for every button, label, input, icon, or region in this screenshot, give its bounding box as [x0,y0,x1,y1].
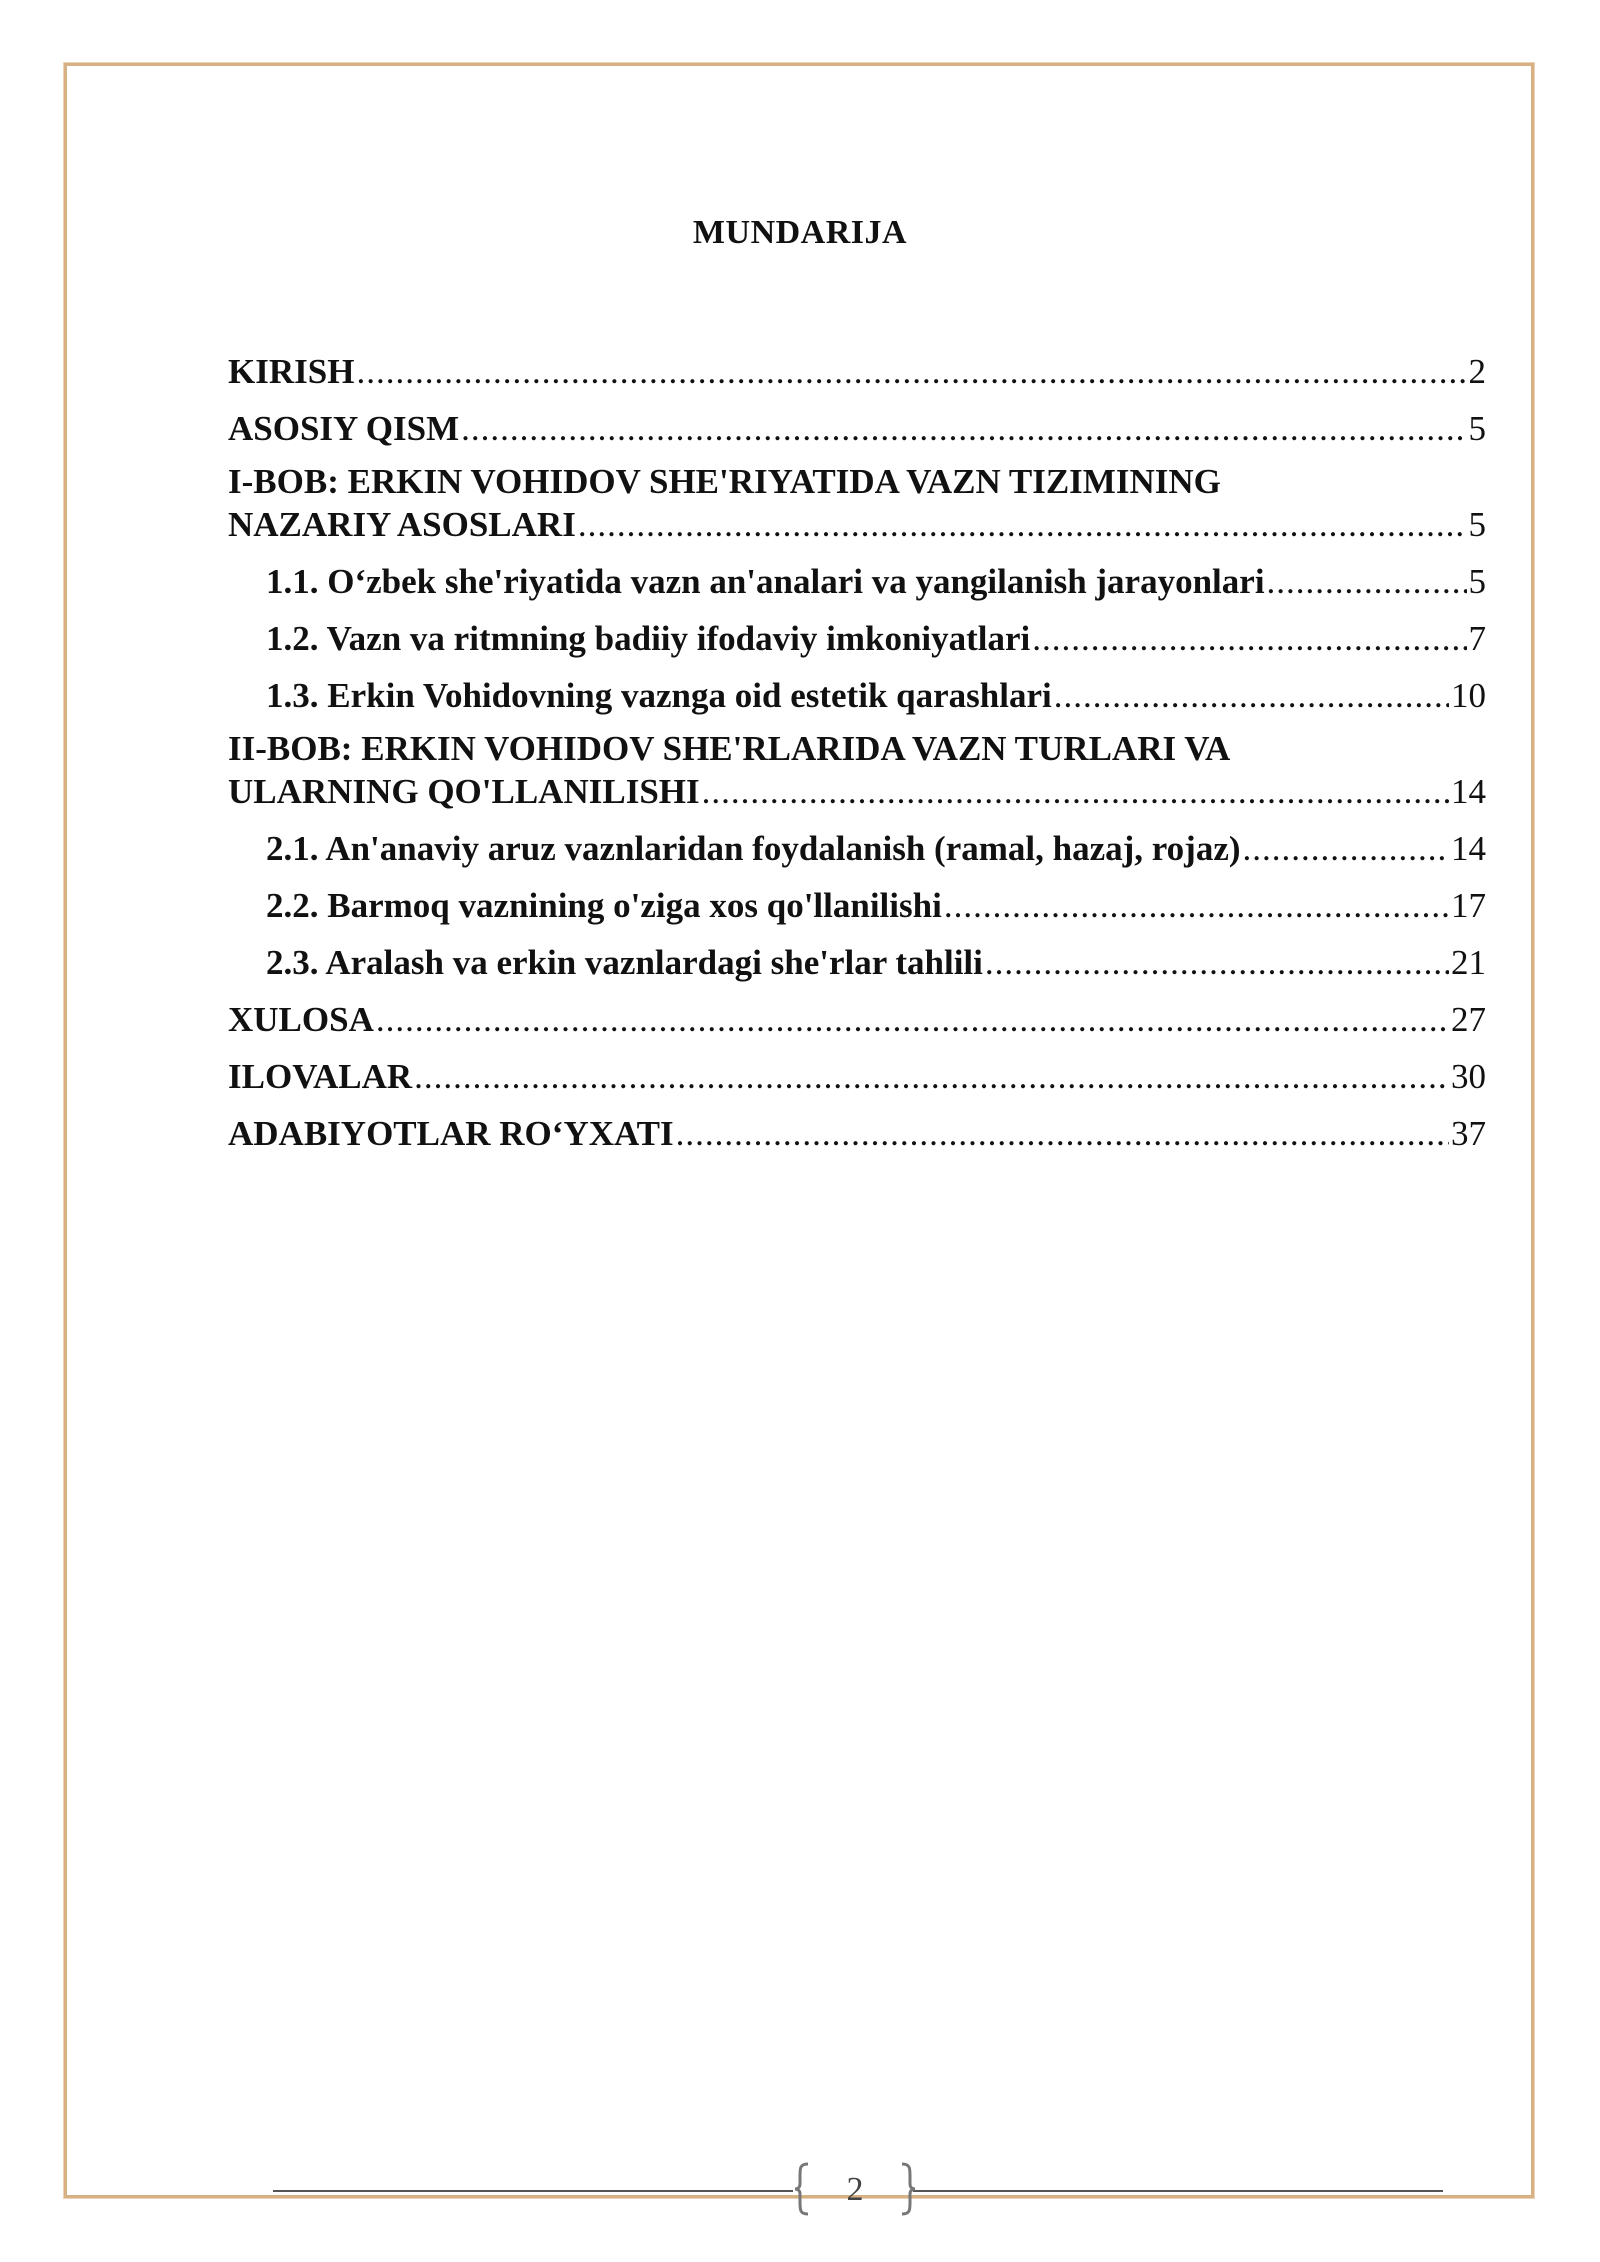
toc-entry-page: 5 [1468,562,1486,601]
toc-entry-section-1-2[interactable] [228,610,1486,667]
toc-entry-section-2-3[interactable] [228,934,1486,991]
dot-leader [1243,820,1449,877]
toc-entry-title-line1: II-BOB: ERKIN VOHIDOV SHE'RLARIDA VAZN TURLARI VA [228,729,1231,768]
toc-entry-page: 37 [1451,1114,1486,1153]
page-number: 2 [846,2171,864,2208]
toc-entry-title: ADABIYOTLAR RO‘YXATI [228,1114,674,1153]
toc-entry-asosiy-qism[interactable] [228,400,1486,457]
dot-leader [376,991,1449,1048]
toc-entry-page: 27 [1451,1000,1486,1039]
toc-entry-title: KIRISH [228,352,355,391]
dot-leader [1032,610,1466,667]
right-brace-icon [898,2162,916,2216]
toc-entry-page: 5 [1468,409,1486,448]
table-of-contents [228,343,1486,1162]
toc-entry-title-line2: NAZARIY ASOSLARI [228,505,576,544]
dot-leader [676,1105,1449,1162]
toc-entry-title: 1.1. O‘zbek she'riyatida vazn an'analari va yangilanish jarayonlari [266,562,1265,601]
toc-entry-page: 14 [1451,772,1486,811]
toc-entry-section-1-3[interactable] [228,667,1486,724]
page-number-container [790,2162,920,2218]
toc-entry-title: XULOSA [228,1000,374,1039]
dot-leader [578,496,1467,553]
toc-entry-title-line2: ULARNING QO'LLANILISHI [228,772,700,811]
footer-divider-right [913,2190,1443,2192]
toc-entry-adabiyotlar[interactable] [228,1105,1486,1162]
dot-leader [414,1048,1449,1105]
toc-entry-title-line1: I-BOB: ERKIN VOHIDOV SHE'RIYATIDA VAZN TIZIMINING [228,462,1221,501]
toc-entry-section-2-1[interactable] [228,820,1486,877]
footer-divider-left [273,2190,793,2192]
toc-entry-section-2-2[interactable] [228,877,1486,934]
toc-entry-page: 17 [1451,886,1486,925]
toc-entry-ilovalar[interactable] [228,1048,1486,1105]
toc-entry-title: 2.3. Aralash va erkin vaznlardagi she'rlar tahlili [266,943,983,982]
toc-entry-page: 10 [1451,676,1486,715]
dot-leader [461,400,1466,457]
page-title: MUNDARIJA [692,214,908,251]
dot-leader [356,343,1466,400]
toc-entry-kirish[interactable] [228,343,1486,400]
toc-entry-title: 1.2. Vazn va ritmning badiiy ifodaviy imkoniyatlari [266,619,1031,658]
toc-entry-title: 2.2. Barmoq vaznining o'ziga xos qo'llanilishi [266,886,942,925]
dot-leader [985,934,1449,991]
toc-entry-xulosa[interactable] [228,991,1486,1048]
toc-entry-page: 5 [1468,505,1486,544]
dot-leader [1054,667,1449,724]
toc-entry-page: 30 [1451,1057,1486,1096]
dot-leader [702,763,1449,820]
toc-entry-page: 21 [1451,943,1486,982]
dot-leader [944,877,1449,934]
toc-entry-page: 2 [1468,352,1486,391]
toc-entry-page: 14 [1451,829,1486,868]
toc-entry-title: ASOSIY QISM [228,409,460,448]
toc-entry-chapter-2[interactable] [228,727,1486,820]
toc-entry-section-1-1[interactable] [228,553,1486,610]
toc-entry-title: 2.1. An'anaviy aruz vaznlaridan foydalanish (ramal, hazaj, rojaz) [266,829,1241,868]
toc-entry-chapter-1[interactable] [228,460,1486,553]
toc-entry-title: 1.3. Erkin Vohidovning vaznga oid estetik qarashlari [266,676,1052,715]
toc-entry-page: 7 [1468,619,1486,658]
dot-leader [1267,553,1467,610]
toc-entry-title: ILOVALAR [228,1057,413,1096]
